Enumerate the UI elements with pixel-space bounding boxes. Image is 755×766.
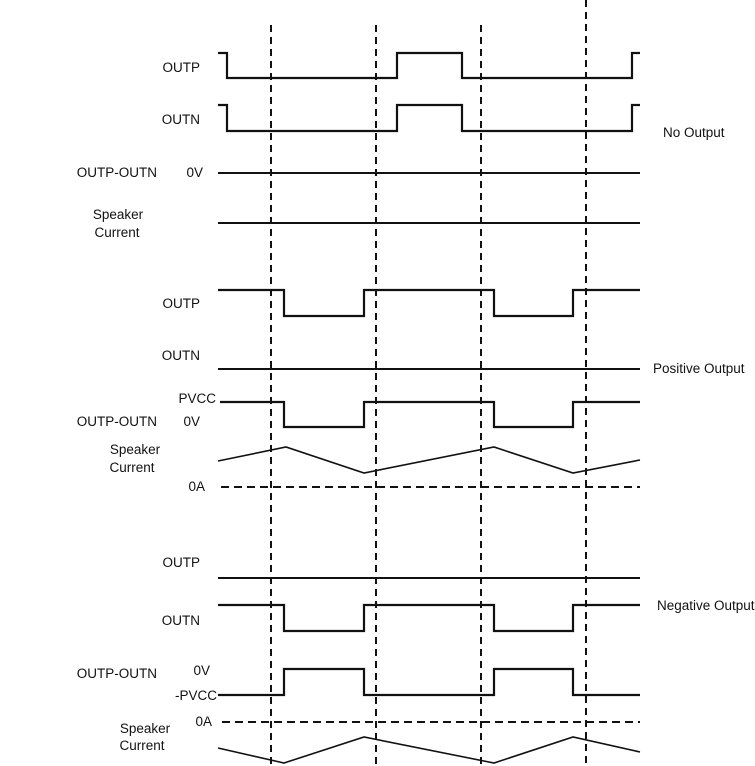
no-output-group (77, 53, 725, 240)
scenario-label-no-output: No Output (663, 125, 725, 140)
outp-minus-outn-waveform (218, 669, 640, 695)
speaker-current-waveform (218, 447, 640, 473)
outp-minus-outn-label: OUTP-OUTN (76, 414, 157, 429)
gridlines (271, 0, 586, 764)
outp-waveform (218, 53, 640, 78)
scenario-label-negative-output: Negative Output (657, 598, 755, 613)
speaker-label: Speaker (109, 442, 161, 457)
outp-minus-outn-label: OUTP-OUTN (76, 666, 157, 681)
current-label: Current (94, 225, 140, 240)
outp-label: OUTP (162, 555, 200, 570)
pvcc-level-label: PVCC (178, 391, 216, 406)
outn-waveform (218, 105, 640, 131)
zero-volt-label: 0V (186, 165, 203, 180)
outp-minus-outn-waveform (220, 402, 640, 427)
outp-waveform (218, 290, 640, 316)
current-label: Current (109, 460, 155, 475)
outn-waveform (218, 605, 640, 631)
outp-label: OUTP (162, 296, 200, 311)
speaker-current-waveform (218, 737, 640, 763)
outp-label: OUTP (162, 60, 200, 75)
neg-pvcc-level-label: -PVCC (174, 688, 217, 703)
outn-label: OUTN (161, 112, 200, 127)
zero-volt-label: 0V (183, 414, 200, 429)
speaker-label: Speaker (119, 721, 171, 736)
outn-label: OUTN (161, 348, 200, 363)
negative-output-group (77, 555, 755, 763)
zero-amp-label: 0A (195, 714, 212, 729)
zero-volt-label: 0V (193, 663, 210, 678)
positive-output-group (77, 290, 745, 494)
outn-label: OUTN (161, 613, 200, 628)
outp-minus-outn-label: OUTP-OUTN (76, 165, 157, 180)
zero-amp-label: 0A (188, 479, 205, 494)
current-label: Current (119, 738, 165, 753)
speaker-label: Speaker (92, 207, 144, 222)
scenario-label-positive-output: Positive Output (653, 361, 745, 376)
